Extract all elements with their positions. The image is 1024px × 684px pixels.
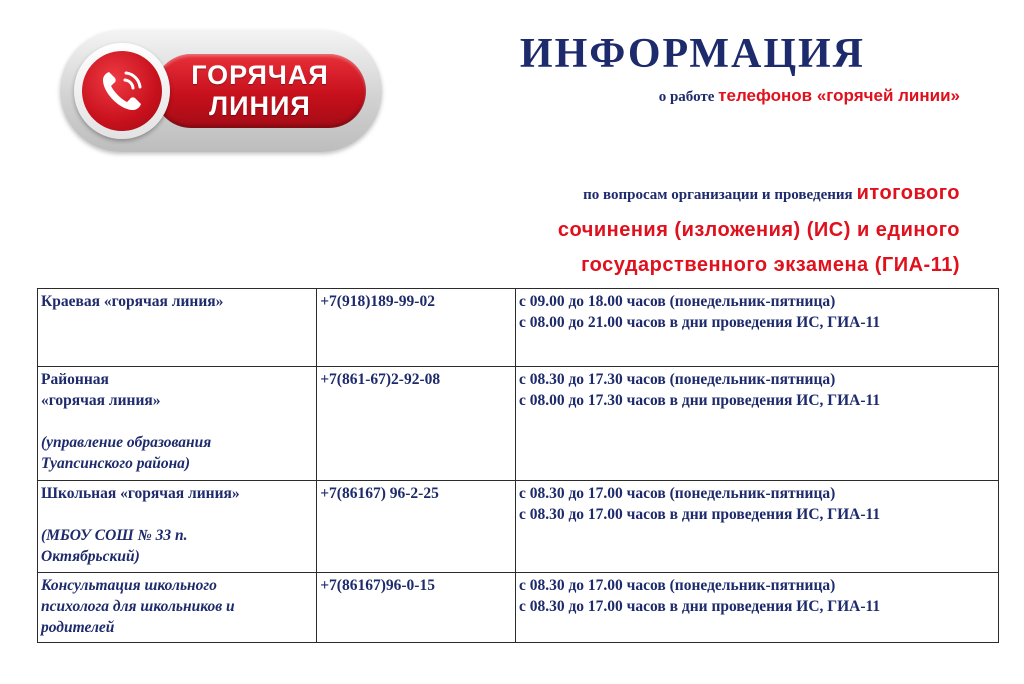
- subtitle-highlight: телефонов «горячей линии»: [718, 86, 960, 105]
- hours-exam-days: с 08.30 до 17.00 часов в дни проведения ИС, ГИА-11: [518, 598, 881, 615]
- topic-highlight-3: государственного экзамена (ГИА-11): [581, 254, 960, 276]
- hotline-name-cell: [38, 573, 317, 643]
- badge-line-2: ЛИНИЯ: [209, 91, 311, 121]
- hours-cell: [515, 367, 998, 481]
- hotline-name: Консультация школьного: [41, 577, 217, 594]
- hours-cell: [515, 481, 998, 573]
- hours-exam-days: с 08.00 до 17.30 часов в дни проведения ИС, ГИА-11: [518, 392, 881, 409]
- phone-number: +7(86167) 96-2-25: [320, 485, 439, 502]
- hours-weekday: с 08.30 до 17.00 часов (понедельник-пятница): [518, 577, 836, 594]
- topic-prefix: по вопросам организации и проведения: [583, 187, 853, 203]
- hotline-note: Октябрьский): [41, 548, 140, 565]
- hotline-note: (управление образования: [41, 434, 212, 451]
- phone-cell: [317, 289, 516, 367]
- hotline-name: Районная: [41, 371, 109, 388]
- hours-weekday: с 08.30 до 17.00 часов (понедельник-пятница): [518, 485, 836, 502]
- hours-exam-days: с 08.30 до 17.00 часов в дни проведения ИС, ГИА-11: [518, 506, 881, 523]
- page-subtitle: [0, 86, 960, 106]
- hours-cell: [515, 289, 998, 367]
- subtitle-prefix: о работе: [658, 89, 715, 105]
- phone-cell: [317, 481, 516, 573]
- hotline-name-cell: [38, 367, 317, 481]
- table-row: [38, 289, 999, 367]
- table-row: [38, 367, 999, 481]
- topic-line-1: [0, 176, 960, 213]
- topic-block: [0, 176, 960, 283]
- phone-number: +7(86167)96-0-15: [320, 577, 435, 594]
- hotline-note: Туапсинского района): [41, 455, 191, 472]
- phone-cell: [317, 573, 516, 643]
- phone-cell: [317, 367, 516, 481]
- table-row: [38, 481, 999, 573]
- hotline-name-cell: [38, 289, 317, 367]
- hours-weekday: с 09.00 до 18.00 часов (понедельник-пятница): [518, 293, 836, 310]
- hotline-name-cell: [38, 481, 317, 573]
- topic-highlight-2: сочинения (изложения) (ИС) и единого: [557, 219, 960, 241]
- hotline-note: (МБОУ СОШ № 33 п.: [41, 527, 188, 544]
- hotline-table: [37, 288, 999, 643]
- topic-highlight-1: итогового: [856, 182, 960, 204]
- hotline-name: «горячая линия»: [41, 392, 161, 409]
- hours-exam-days: с 08.00 до 21.00 часов в дни проведения ИС, ГИА-11: [518, 314, 881, 331]
- badge-line-1: ГОРЯЧАЯ: [191, 60, 329, 90]
- hotline-name: психолога для школьников и: [41, 598, 235, 615]
- phone-number: +7(918)189-99-02: [320, 293, 435, 310]
- phone-number: +7(861-67)2-92-08: [320, 371, 441, 388]
- hours-cell: [515, 573, 998, 643]
- table-row: [38, 573, 999, 643]
- hours-weekday: с 08.30 до 17.30 часов (понедельник-пятница): [518, 371, 836, 388]
- hotline-name: Краевая «горячая линия»: [41, 293, 224, 310]
- page-title: ИНФОРМАЦИЯ: [519, 31, 865, 77]
- hotline-name: Школьная «горячая линия»: [41, 485, 240, 502]
- hotline-name: родителей: [41, 619, 115, 636]
